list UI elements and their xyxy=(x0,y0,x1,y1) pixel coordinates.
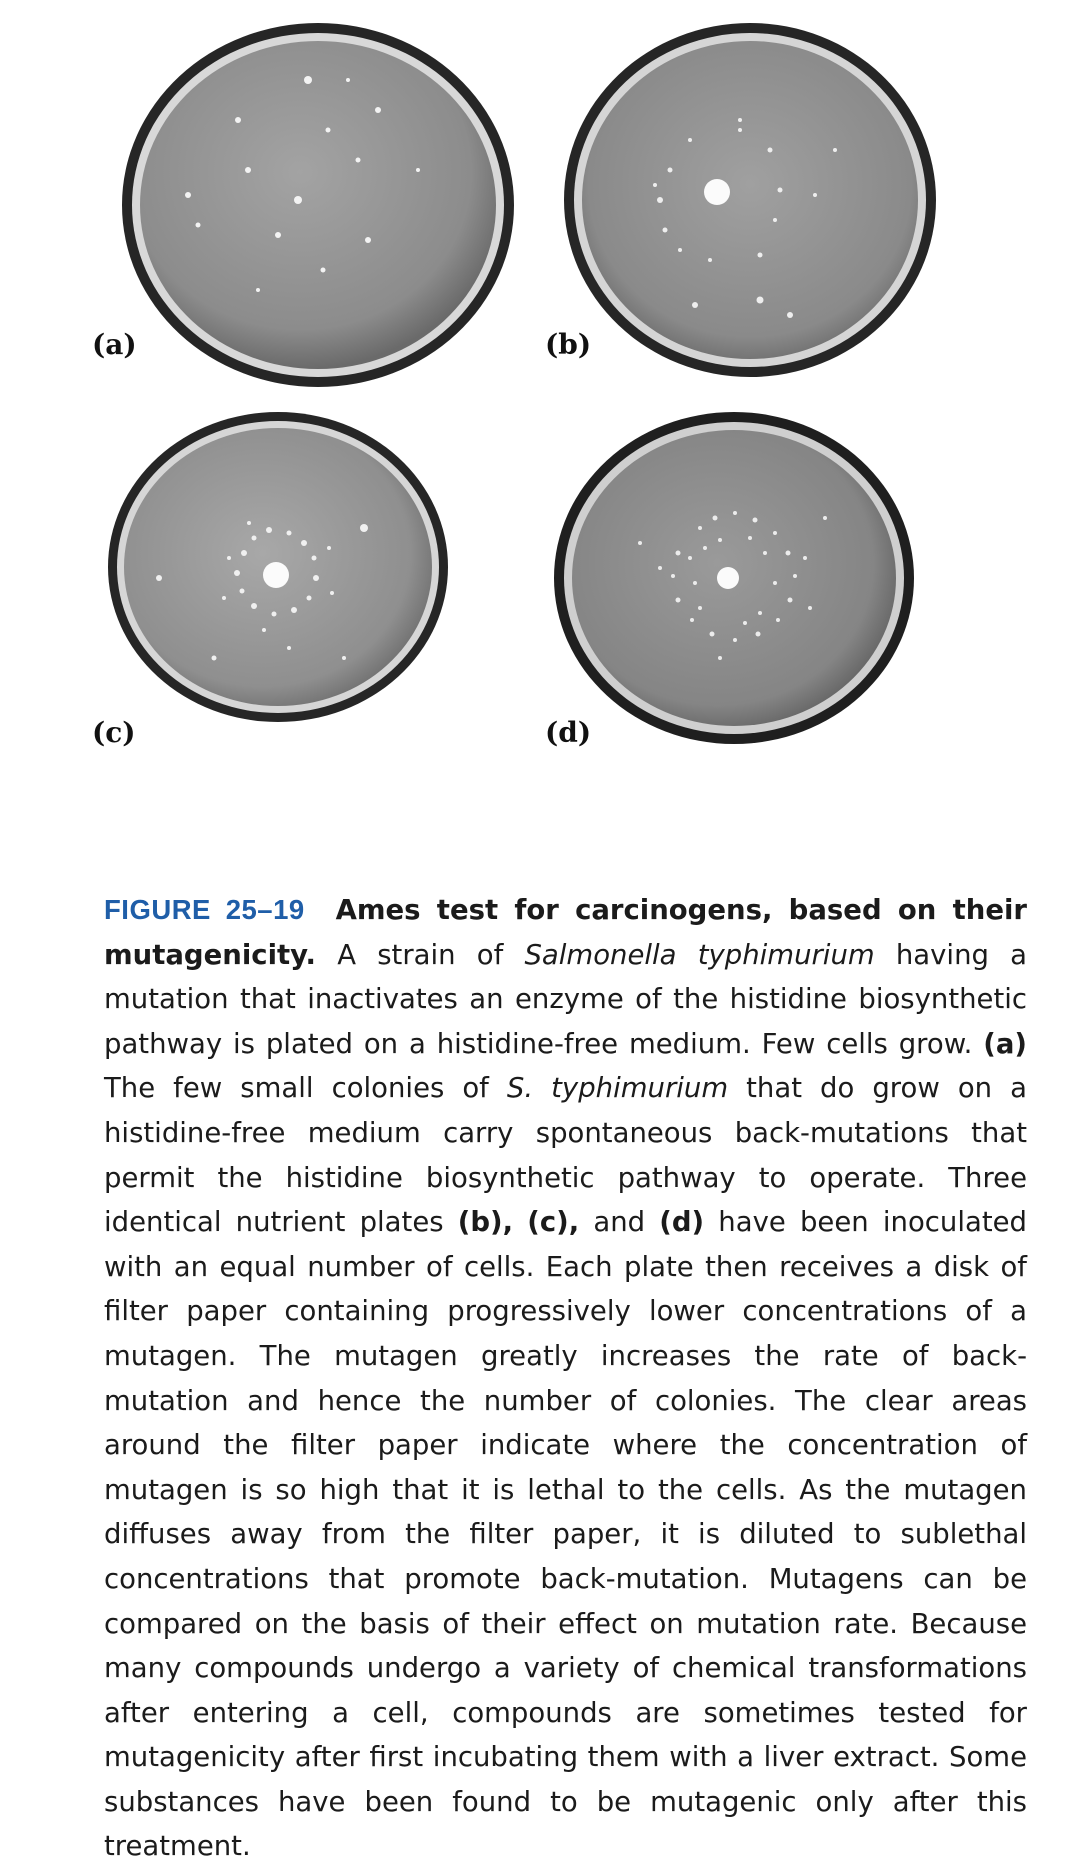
panel-label-a: (a) xyxy=(92,328,137,361)
caption-text-7: that do grow on a histidine-free medium carry spontaneous back-mutations that permit the histidine biosynthetic pathway to operate. Three identical nutrient plates xyxy=(104,1072,1027,1239)
petri-dish-d xyxy=(550,408,918,748)
figure-number: FIGURE 25–19 xyxy=(104,894,305,925)
caption-ref-b: (b), xyxy=(457,1206,514,1239)
figure-caption xyxy=(104,888,1027,1869)
filter-disk-d xyxy=(717,567,739,589)
filter-disk-c xyxy=(263,562,289,588)
petri-dish-b xyxy=(560,20,940,380)
caption-species: Salmonella typhimurium xyxy=(524,938,875,971)
petri-dish-c xyxy=(104,408,452,726)
caption-text-13: have been inoculated with an equal number of cells. Each plate then receives a disk of filter paper containing progressively lower concentrations of a mutagen. The mutagen greatly increases the rate of back-mutation and hence the number of colonies. The clear areas around the filter paper indicate where the concentration of mutagen is so high that it is lethal to the cells. As the mutagen diffuses away from the filter paper, it is diluted to sublethal concentrations that promote back-mutation. Mutagens can be compared on the basis of their effect on mutation rate. Because many compounds undergo a variety of chemical transformations after entering a cell, compounds are sometimes tested for mutagenicity after first incubating them with a liver extract. Some substances have been found to be mutagenic only after this treatment. xyxy=(104,1206,1027,1863)
caption-text-11: and xyxy=(579,1206,660,1239)
caption-text-3: having a mutation that inactivates an enzyme of the histidine biosynthetic pathway is plated on a histidine-free medium. Few cells grow. xyxy=(104,938,1028,1060)
caption-species-abbrev: S. typhimurium xyxy=(506,1072,729,1105)
caption-text-1: A strain of xyxy=(316,938,525,971)
caption-text-5: The few small colonies of xyxy=(104,1072,507,1105)
panel-label-d: (d) xyxy=(545,716,592,749)
caption-ref-a: (a) xyxy=(983,1027,1027,1060)
filter-disk-b xyxy=(704,179,730,205)
panel-label-c: (c) xyxy=(92,716,136,749)
caption-ref-d: (d) xyxy=(659,1206,705,1239)
caption-ref-c: (c), xyxy=(527,1206,580,1239)
caption-text-9 xyxy=(513,1206,527,1238)
figure-title: Ames test for carcinogens, based on their mutagenicity. xyxy=(104,894,1027,971)
petri-dish-a xyxy=(118,20,518,390)
panel-label-b: (b) xyxy=(545,328,592,361)
